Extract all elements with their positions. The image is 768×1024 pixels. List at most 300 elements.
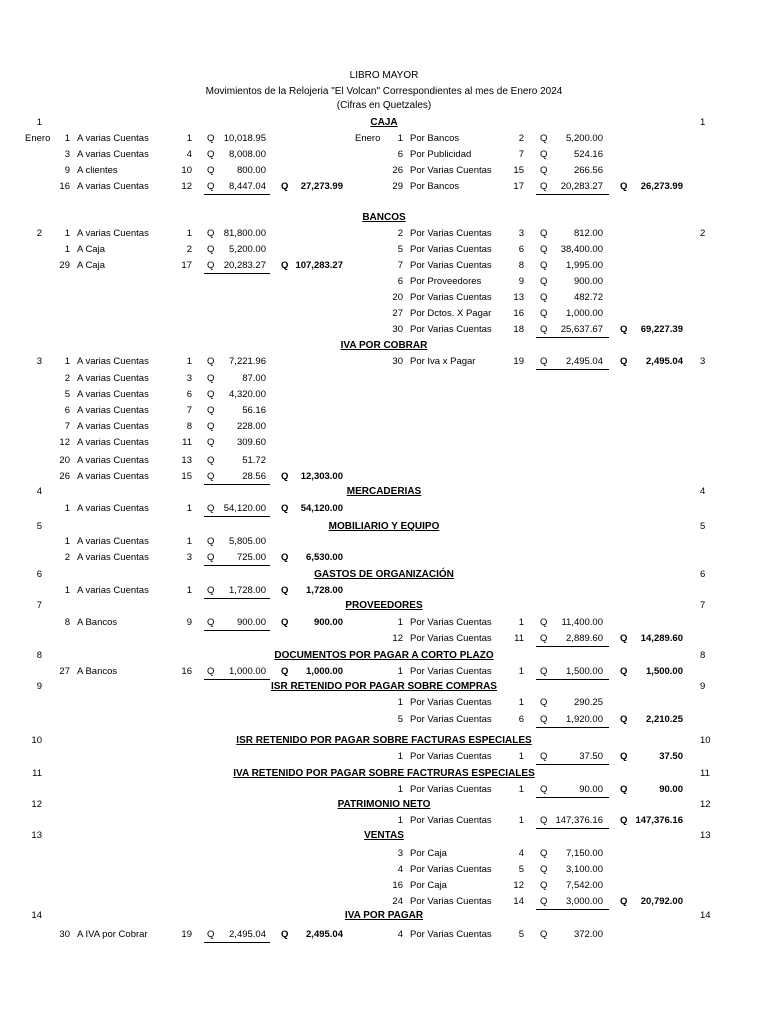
credit-description: Por Varias Cuentas — [410, 864, 492, 875]
credit-description: Por Varias Cuentas — [410, 714, 492, 725]
total-rule — [204, 516, 270, 517]
credit-total-currency: Q — [620, 324, 628, 335]
debit-currency: Q — [207, 536, 215, 547]
account-title — [0, 486, 768, 498]
credit-description: Por Varias Cuentas — [410, 697, 492, 708]
credit-amount: 900.00 — [573, 276, 603, 287]
total-rule — [536, 679, 609, 680]
debit-reference: 17 — [181, 260, 192, 271]
account-number-right: 12 — [700, 799, 711, 810]
credit-amount: 524.16 — [573, 149, 603, 160]
debit-currency: Q — [207, 389, 215, 400]
credit-reference: 13 — [513, 292, 524, 303]
account-title-text: MOBILIARIO Y EQUIPO — [328, 521, 440, 532]
debit-currency: Q — [207, 133, 215, 144]
debit-reference: 11 — [182, 437, 192, 448]
account-number-left: 4 — [36, 486, 42, 497]
account-title-text: PATRIMONIO NETO — [337, 799, 431, 810]
account-title-text: ISR RETENIDO POR PAGAR SOBRE FACTURAS ESPECIALES — [236, 735, 532, 746]
account-title — [0, 735, 768, 747]
account-number-left: 6 — [36, 569, 42, 580]
credit-total: 1,500.00 — [646, 666, 683, 677]
credit-amount: 812.00 — [573, 228, 603, 239]
credit-amount: 3,100.00 — [566, 864, 603, 875]
debit-total-currency: Q — [281, 929, 289, 940]
debit-total: 1,000.00 — [306, 666, 343, 677]
account-number-left: 7 — [36, 600, 42, 611]
credit-currency: Q — [540, 324, 548, 335]
debit-description: A varias Cuentas — [77, 405, 149, 416]
total-rule — [204, 273, 270, 274]
credit-day: 1 — [397, 697, 403, 708]
credit-description: Por Varias Cuentas — [410, 633, 492, 644]
debit-reference: 1 — [186, 585, 192, 596]
account-title — [0, 521, 768, 533]
debit-currency: Q — [207, 471, 215, 482]
account-number-left: 14 — [31, 910, 42, 921]
credit-reference: 6 — [518, 714, 524, 725]
debit-amount: 10,018.95 — [223, 133, 266, 144]
debit-currency: Q — [207, 356, 215, 367]
account-number-left: 1 — [36, 117, 42, 128]
credit-description: Por Varias Cuentas — [410, 896, 492, 907]
debit-description: A varias Cuentas — [77, 585, 149, 596]
credit-amount: 1,995.00 — [566, 260, 603, 271]
debit-total-currency: Q — [281, 260, 289, 271]
debit-total: 1,728.00 — [306, 585, 343, 596]
account-title-text: IVA RETENIDO POR PAGAR SOBRE FACTRURAS ESPECIALES — [233, 768, 535, 779]
account-number-right: 14 — [700, 910, 711, 921]
debit-month: Enero — [25, 133, 51, 144]
debit-amount: 20,283.27 — [223, 260, 266, 271]
account-title-text: VENTAS — [364, 830, 404, 841]
credit-currency: Q — [540, 929, 548, 940]
credit-total: 147,376.16 — [635, 815, 683, 826]
credit-description: Por Proveedores — [410, 276, 482, 287]
debit-total-currency: Q — [281, 181, 289, 192]
total-rule — [204, 484, 270, 485]
credit-day: 1 — [397, 815, 403, 826]
debit-day: 20 — [59, 455, 70, 466]
debit-total: 900.00 — [313, 617, 343, 628]
debit-amount: 1,728.00 — [229, 585, 266, 596]
account-title — [0, 212, 768, 224]
credit-total: 2,210.25 — [646, 714, 683, 725]
debit-day: 29 — [59, 260, 70, 271]
total-rule — [536, 369, 609, 370]
total-rule — [536, 337, 609, 338]
credit-currency: Q — [540, 848, 548, 859]
debit-total-currency: Q — [281, 552, 289, 563]
debit-reference: 12 — [181, 181, 192, 192]
debit-reference: 1 — [186, 133, 192, 144]
credit-day: 12 — [392, 633, 403, 644]
credit-reference: 18 — [513, 324, 524, 335]
debit-day: 9 — [64, 165, 70, 176]
credit-amount: 37.50 — [579, 751, 603, 762]
credit-total-currency: Q — [620, 784, 628, 795]
debit-description: A Bancos — [77, 617, 118, 628]
debit-reference: 10 — [181, 165, 192, 176]
debit-day: 3 — [64, 149, 70, 160]
credit-description: Por Varias Cuentas — [410, 666, 492, 677]
credit-reference: 1 — [518, 666, 524, 677]
total-rule — [536, 764, 609, 765]
account-number-right: 13 — [700, 830, 711, 841]
debit-amount: 2,495.04 — [229, 929, 266, 940]
account-title — [0, 340, 768, 352]
account-title-text: IVA POR PAGAR — [344, 910, 424, 921]
credit-total-currency: Q — [620, 666, 628, 677]
credit-amount: 2,889.60 — [566, 633, 603, 644]
debit-day: 7 — [64, 421, 70, 432]
credit-day: 27 — [392, 308, 403, 319]
document-note: (Cifras en Quetzales) — [336, 100, 432, 111]
account-title — [0, 600, 768, 612]
credit-description: Por Dctos. X Pagar — [410, 308, 492, 319]
credit-total: 69,227.39 — [640, 324, 683, 335]
account-title-text: GASTOS DE ORGANIZACIÓN — [314, 569, 454, 580]
debit-day: 1 — [64, 244, 70, 255]
credit-currency: Q — [540, 149, 548, 160]
account-number-right: 5 — [700, 521, 706, 532]
credit-reference: 6 — [518, 244, 524, 255]
debit-total-currency: Q — [281, 503, 289, 514]
debit-amount: 1,000.00 — [229, 666, 266, 677]
credit-currency: Q — [540, 292, 548, 303]
account-number-left: 10 — [31, 735, 42, 746]
credit-description: Por Publicidad — [410, 149, 472, 160]
debit-currency: Q — [207, 552, 215, 563]
credit-reference: 5 — [518, 864, 524, 875]
credit-reference: 16 — [513, 308, 524, 319]
credit-day: 7 — [397, 260, 403, 271]
credit-currency: Q — [540, 617, 548, 628]
credit-total-currency: Q — [620, 356, 628, 367]
credit-total-currency: Q — [620, 181, 628, 192]
account-title-text: BANCOS — [362, 212, 406, 223]
total-rule — [204, 679, 270, 680]
debit-description: A varias Cuentas — [77, 149, 149, 160]
debit-reference: 19 — [181, 929, 192, 940]
credit-description: Por Iva x Pagar — [410, 356, 476, 367]
account-number-right: 1 — [700, 117, 706, 128]
debit-currency: Q — [207, 585, 215, 596]
credit-description: Por Varias Cuentas — [410, 260, 492, 271]
credit-day: 26 — [392, 165, 403, 176]
credit-total-currency: Q — [620, 751, 628, 762]
debit-total: 54,120.00 — [300, 503, 343, 514]
credit-amount: 38,400.00 — [560, 244, 603, 255]
credit-currency: Q — [540, 666, 548, 677]
debit-amount: 87.00 — [242, 373, 266, 384]
credit-amount: 11,400.00 — [561, 617, 603, 628]
debit-description: A varias Cuentas — [77, 373, 149, 384]
credit-day: 6 — [397, 276, 403, 287]
debit-amount: 309.60 — [236, 437, 266, 448]
debit-description: A varias Cuentas — [77, 421, 149, 432]
debit-description: A varias Cuentas — [77, 133, 149, 144]
credit-reference: 19 — [513, 356, 524, 367]
credit-description: Por Varias Cuentas — [410, 617, 492, 628]
account-title-text: ISR RETENIDO POR PAGAR SOBRE COMPRAS — [271, 681, 497, 692]
credit-reference: 7 — [518, 149, 524, 160]
credit-currency: Q — [540, 308, 548, 319]
debit-reference: 3 — [186, 552, 192, 563]
debit-amount: 5,200.00 — [229, 244, 266, 255]
debit-amount: 8,008.00 — [229, 149, 266, 160]
credit-currency: Q — [540, 133, 548, 144]
credit-description: Por Bancos — [410, 181, 460, 192]
credit-amount: 1,920.00 — [566, 714, 603, 725]
debit-amount: 81,800.00 — [223, 228, 266, 239]
debit-currency: Q — [207, 503, 215, 514]
debit-total-currency: Q — [281, 617, 289, 628]
credit-day: 3 — [397, 848, 403, 859]
account-number-left: 12 — [31, 799, 42, 810]
debit-total: 2,495.04 — [306, 929, 343, 940]
debit-amount: 56.16 — [242, 405, 266, 416]
credit-day: 24 — [392, 896, 403, 907]
debit-total: 27,273.99 — [300, 181, 343, 192]
credit-description: Por Varias Cuentas — [410, 324, 492, 335]
total-rule — [204, 630, 270, 631]
total-rule — [204, 598, 270, 599]
account-number-right: 6 — [700, 569, 706, 580]
credit-amount: 1,500.00 — [566, 666, 603, 677]
credit-total: 20,792.00 — [640, 896, 683, 907]
credit-day: 6 — [397, 149, 403, 160]
credit-amount: 372.00 — [573, 929, 603, 940]
document-title: LIBRO MAYOR — [349, 70, 419, 81]
credit-reference: 5 — [518, 929, 524, 940]
credit-reference: 3 — [518, 228, 524, 239]
debit-amount: 5,805.00 — [229, 536, 266, 547]
debit-currency: Q — [207, 437, 215, 448]
credit-total: 26,273.99 — [640, 181, 683, 192]
debit-description: A Caja — [77, 260, 105, 271]
debit-currency: Q — [207, 373, 215, 384]
debit-reference: 1 — [186, 503, 192, 514]
debit-total-currency: Q — [281, 666, 289, 677]
debit-currency: Q — [207, 228, 215, 239]
credit-currency: Q — [540, 228, 548, 239]
debit-reference: 8 — [186, 421, 192, 432]
total-rule — [536, 797, 609, 798]
credit-total-currency: Q — [620, 896, 628, 907]
account-number-left: 13 — [31, 830, 42, 841]
credit-currency: Q — [540, 784, 548, 795]
credit-reference: 12 — [513, 880, 524, 891]
credit-total: 90.00 — [659, 784, 683, 795]
account-number-left: 11 — [32, 768, 42, 779]
debit-day: 8 — [64, 617, 70, 628]
total-rule — [536, 646, 609, 647]
debit-day: 1 — [64, 503, 70, 514]
debit-day: 1 — [64, 133, 70, 144]
debit-description: A varias Cuentas — [77, 389, 149, 400]
credit-day: 20 — [392, 292, 403, 303]
debit-total-currency: Q — [281, 471, 289, 482]
total-rule — [204, 942, 270, 943]
credit-description: Por Varias Cuentas — [410, 292, 492, 303]
debit-description: A IVA por Cobrar — [77, 929, 148, 940]
account-number-right: 8 — [700, 650, 706, 661]
credit-day: 4 — [397, 929, 403, 940]
account-title-text: DOCUMENTOS POR PAGAR A CORTO PLAZO — [274, 650, 494, 661]
debit-currency: Q — [207, 617, 215, 628]
credit-currency: Q — [540, 815, 548, 826]
total-rule — [536, 194, 609, 195]
total-rule — [204, 565, 270, 566]
debit-amount: 725.00 — [236, 552, 266, 563]
debit-currency: Q — [207, 666, 215, 677]
debit-day: 27 — [59, 666, 70, 677]
credit-amount: 2,495.04 — [566, 356, 603, 367]
account-title — [0, 681, 768, 693]
debit-description: A varias Cuentas — [77, 228, 149, 239]
credit-total: 37.50 — [659, 751, 683, 762]
account-number-left: 3 — [36, 356, 42, 367]
credit-reference: 1 — [518, 784, 524, 795]
debit-total: 107,283.27 — [295, 260, 343, 271]
credit-amount: 7,150.00 — [566, 848, 603, 859]
credit-reference: 1 — [518, 697, 524, 708]
debit-day: 1 — [64, 585, 70, 596]
debit-reference: 6 — [186, 389, 192, 400]
credit-day: 1 — [397, 784, 403, 795]
total-rule — [536, 828, 609, 829]
account-title-text: PROVEEDORES — [345, 600, 423, 611]
debit-amount: 800.00 — [236, 165, 266, 176]
account-number-left: 8 — [36, 650, 42, 661]
credit-total-currency: Q — [620, 633, 628, 644]
debit-description: A Caja — [77, 244, 105, 255]
credit-reference: 1 — [518, 617, 524, 628]
debit-description: A varias Cuentas — [77, 503, 149, 514]
credit-reference: 1 — [518, 815, 524, 826]
debit-day: 5 — [64, 389, 70, 400]
credit-description: Por Varias Cuentas — [410, 815, 492, 826]
credit-amount: 7,542.00 — [566, 880, 603, 891]
credit-amount: 266.56 — [573, 165, 603, 176]
debit-currency: Q — [207, 165, 215, 176]
credit-amount: 25,637.67 — [560, 324, 603, 335]
debit-day: 2 — [64, 552, 70, 563]
credit-currency: Q — [540, 633, 548, 644]
debit-description: A varias Cuentas — [77, 552, 149, 563]
debit-day: 2 — [64, 373, 70, 384]
debit-amount: 8,447.04 — [229, 181, 266, 192]
debit-currency: Q — [207, 260, 215, 271]
debit-total: 12,303.00 — [300, 471, 343, 482]
debit-currency: Q — [207, 421, 215, 432]
debit-day: 16 — [59, 181, 70, 192]
credit-total-currency: Q — [620, 815, 628, 826]
debit-amount: 54,120.00 — [223, 503, 266, 514]
account-number-right: 2 — [700, 228, 706, 239]
account-title — [0, 569, 768, 581]
credit-reference: 15 — [513, 165, 524, 176]
debit-reference: 1 — [186, 356, 192, 367]
debit-reference: 13 — [181, 455, 192, 466]
credit-day: 1 — [397, 617, 403, 628]
debit-currency: Q — [207, 455, 215, 466]
debit-reference: 16 — [181, 666, 192, 677]
credit-currency: Q — [540, 260, 548, 271]
credit-description: Por Caja — [410, 880, 447, 891]
account-number-left: 2 — [36, 228, 42, 239]
account-title — [0, 768, 768, 780]
debit-day: 1 — [64, 356, 70, 367]
credit-amount: 1,000.00 — [566, 308, 603, 319]
account-number-right: 7 — [700, 600, 706, 611]
debit-day: 26 — [59, 471, 70, 482]
debit-amount: 228.00 — [236, 421, 266, 432]
credit-currency: Q — [540, 697, 548, 708]
credit-description: Por Varias Cuentas — [410, 929, 492, 940]
total-rule — [204, 194, 270, 195]
credit-total: 2,495.04 — [646, 356, 683, 367]
credit-reference: 1 — [518, 751, 524, 762]
account-title — [0, 830, 768, 842]
debit-reference: 1 — [186, 536, 192, 547]
credit-currency: Q — [540, 714, 548, 725]
credit-amount: 3,000.00 — [566, 896, 603, 907]
debit-reference: 4 — [186, 149, 192, 160]
credit-description: Por Varias Cuentas — [410, 784, 492, 795]
credit-amount: 5,200.00 — [566, 133, 603, 144]
account-title-text: CAJA — [370, 117, 398, 128]
credit-description: Por Varias Cuentas — [410, 228, 492, 239]
credit-currency: Q — [540, 244, 548, 255]
credit-day: 30 — [392, 356, 403, 367]
debit-description: A varias Cuentas — [77, 536, 149, 547]
credit-reference: 8 — [518, 260, 524, 271]
debit-day: 30 — [59, 929, 70, 940]
debit-day: 1 — [64, 228, 70, 239]
debit-day: 6 — [64, 405, 70, 416]
account-number-left: 9 — [36, 681, 42, 692]
credit-day: 5 — [397, 714, 403, 725]
credit-description: Por Caja — [410, 848, 447, 859]
credit-amount: 90.00 — [579, 784, 603, 795]
debit-total: 6,530.00 — [306, 552, 343, 563]
account-number-right: 11 — [700, 768, 710, 779]
credit-reference: 4 — [518, 848, 524, 859]
debit-currency: Q — [207, 929, 215, 940]
credit-currency: Q — [540, 896, 548, 907]
credit-currency: Q — [540, 276, 548, 287]
debit-description: A clientes — [77, 165, 118, 176]
debit-amount: 7,221.96 — [229, 356, 266, 367]
credit-amount: 482.72 — [573, 292, 603, 303]
debit-amount: 51.72 — [242, 455, 266, 466]
credit-day: 30 — [392, 324, 403, 335]
debit-currency: Q — [207, 244, 215, 255]
credit-amount: 290.25 — [573, 697, 603, 708]
credit-total-currency: Q — [620, 714, 628, 725]
account-number-right: 4 — [700, 486, 706, 497]
account-title-text: IVA POR COBRAR — [340, 340, 428, 351]
credit-reference: 11 — [514, 633, 524, 644]
credit-reference: 9 — [518, 276, 524, 287]
credit-description: Por Bancos — [410, 133, 460, 144]
credit-currency: Q — [540, 880, 548, 891]
credit-day: 1 — [397, 666, 403, 677]
credit-day: 5 — [397, 244, 403, 255]
debit-day: 1 — [64, 536, 70, 547]
